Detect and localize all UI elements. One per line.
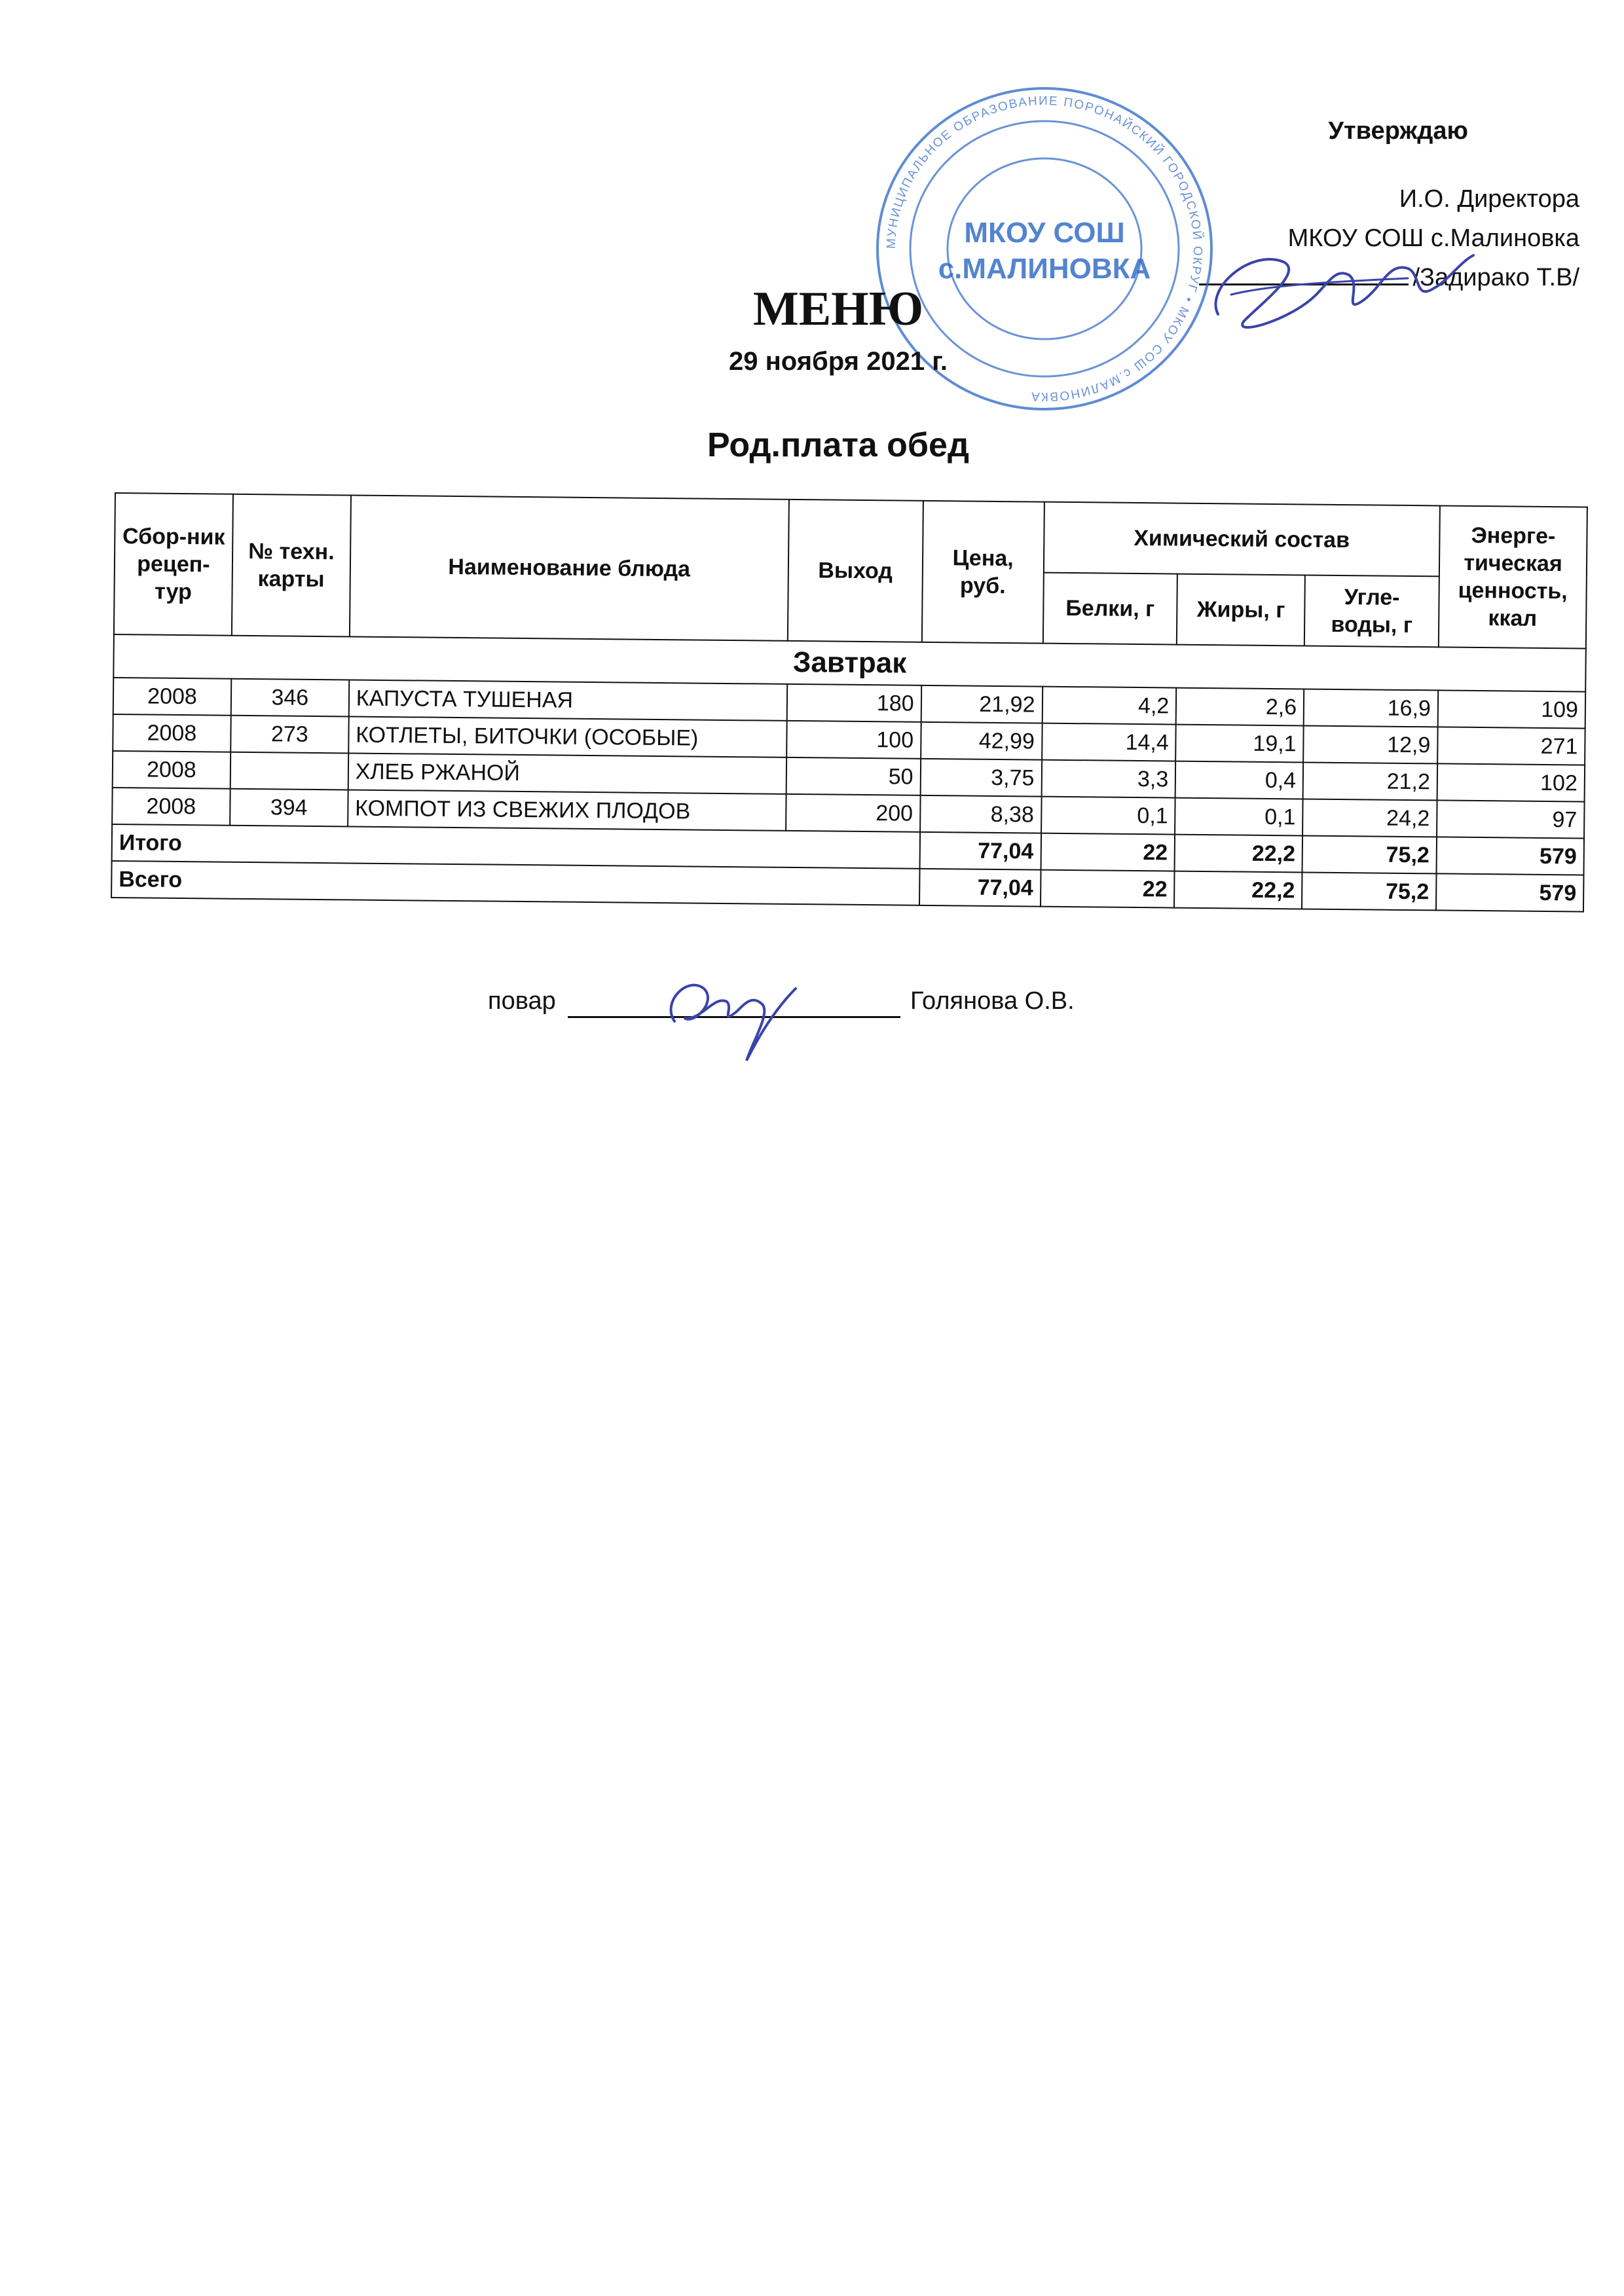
approver-name: /Задирако Т.В/ — [1412, 264, 1579, 291]
document-subtitle: Род.плата обед — [707, 426, 969, 464]
cook-name: Голянова О.В. — [910, 987, 1075, 1015]
total-carbs: 75,2 — [1302, 872, 1436, 910]
cell-output: 50 — [786, 757, 920, 795]
cell-dish: КОМПОТ ИЗ СВЕЖИХ ПЛОДОВ — [348, 790, 786, 830]
cell-energy: 102 — [1437, 763, 1585, 801]
cell-price: 21,92 — [921, 685, 1042, 723]
subtotal-price: 77,04 — [919, 832, 1041, 870]
cell-price: 8,38 — [920, 795, 1041, 833]
cell-output: 180 — [787, 684, 921, 722]
header-carbs: Угле-воды, г — [1304, 575, 1439, 647]
header-energy: Энерге-тическая ценность, ккал — [1439, 505, 1587, 648]
menu-table — [111, 492, 1588, 913]
cell-card: 394 — [230, 789, 348, 827]
total-fat: 22,2 — [1174, 871, 1302, 909]
header-price: Цена, руб. — [922, 501, 1044, 644]
total-protein: 22 — [1041, 870, 1175, 908]
cell-fat: 19,1 — [1175, 725, 1303, 763]
header-fat: Жиры, г — [1177, 574, 1305, 646]
cell-collection: 2008 — [113, 678, 231, 716]
total-price: 77,04 — [919, 869, 1041, 907]
cell-carbs: 16,9 — [1304, 689, 1438, 727]
cell-protein: 14,4 — [1042, 723, 1176, 761]
subtotal-fat: 22,2 — [1175, 835, 1302, 873]
cell-fat: 0,1 — [1175, 798, 1302, 836]
header-chem: Химический состав — [1043, 502, 1440, 577]
cell-energy: 271 — [1437, 727, 1585, 765]
cell-energy: 97 — [1437, 800, 1585, 838]
cook-signature-block — [488, 987, 1143, 1027]
document-title: МЕНЮ — [752, 282, 924, 336]
school-name: МКОУ СОШ с.Малиновка — [1287, 225, 1579, 252]
cell-price: 3,75 — [920, 759, 1041, 797]
subtotal-carbs: 75,2 — [1302, 835, 1437, 873]
cook-label: повар — [488, 987, 556, 1015]
cell-card: 273 — [231, 716, 348, 754]
cell-carbs: 24,2 — [1302, 799, 1437, 837]
cell-collection: 2008 — [113, 714, 231, 752]
total-label: Всего — [111, 861, 919, 905]
cell-protein: 0,1 — [1041, 797, 1175, 835]
header-protein: Белки, г — [1043, 573, 1177, 645]
approval-title: Утверждаю — [1328, 117, 1468, 145]
header-output: Выход — [788, 500, 923, 642]
cell-dish: ХЛЕБ РЖАНОЙ — [348, 753, 786, 793]
cell-protein: 3,3 — [1041, 760, 1175, 798]
cell-output: 100 — [786, 721, 921, 759]
svg-text:с.МАЛИНОВКА: с.МАЛИНОВКА — [938, 253, 1151, 285]
document-date: 29 ноября 2021 г. — [729, 347, 948, 376]
subtotal-label: Итого — [112, 824, 920, 869]
header-dish: Наименование блюда — [350, 495, 789, 640]
cell-energy: 109 — [1438, 690, 1586, 728]
cell-price: 42,99 — [921, 722, 1042, 760]
header-collection: Сбор-ник рецеп-тур — [114, 493, 233, 636]
section-title: Завтрак — [113, 634, 1586, 692]
table-header-row — [115, 493, 1587, 578]
header-card: № техн. карты — [232, 494, 351, 637]
svg-text:МУНИЦИПАЛЬНОЕ ОБРАЗОВАНИЕ ПОРО: МУНИЦИПАЛЬНОЕ ОБРАЗОВАНИЕ ПОРОНАЙСКИЙ ГОРОДСКОЙ ОКРУГ • МКОУ СОШ с.МАЛИНОВКА — [884, 94, 1205, 404]
cell-fat: 0,4 — [1175, 761, 1303, 799]
cell-fat: 2,6 — [1176, 688, 1304, 726]
cell-output: 200 — [786, 794, 920, 832]
cell-dish: КОТЛЕТЫ, БИТОЧКИ (ОСОБЫЕ) — [348, 716, 787, 757]
svg-text:МКОУ СОШ: МКОУ СОШ — [964, 217, 1125, 249]
total-energy: 579 — [1436, 873, 1584, 911]
cell-collection: 2008 — [113, 751, 231, 789]
director-signature — [1192, 223, 1486, 354]
cell-dish: КАПУСТА ТУШЕНАЯ — [348, 680, 787, 720]
cook-signature — [655, 962, 805, 1067]
subtotal-energy: 579 — [1437, 837, 1585, 875]
cell-card — [231, 752, 348, 790]
subtotal-protein: 22 — [1041, 833, 1175, 871]
cell-collection: 2008 — [112, 788, 230, 826]
cell-card: 346 — [231, 679, 349, 717]
cell-protein: 4,2 — [1042, 687, 1176, 725]
cell-carbs: 12,9 — [1303, 725, 1437, 763]
approver-position: И.О. Директора — [1399, 185, 1579, 213]
cell-carbs: 21,2 — [1303, 762, 1437, 800]
